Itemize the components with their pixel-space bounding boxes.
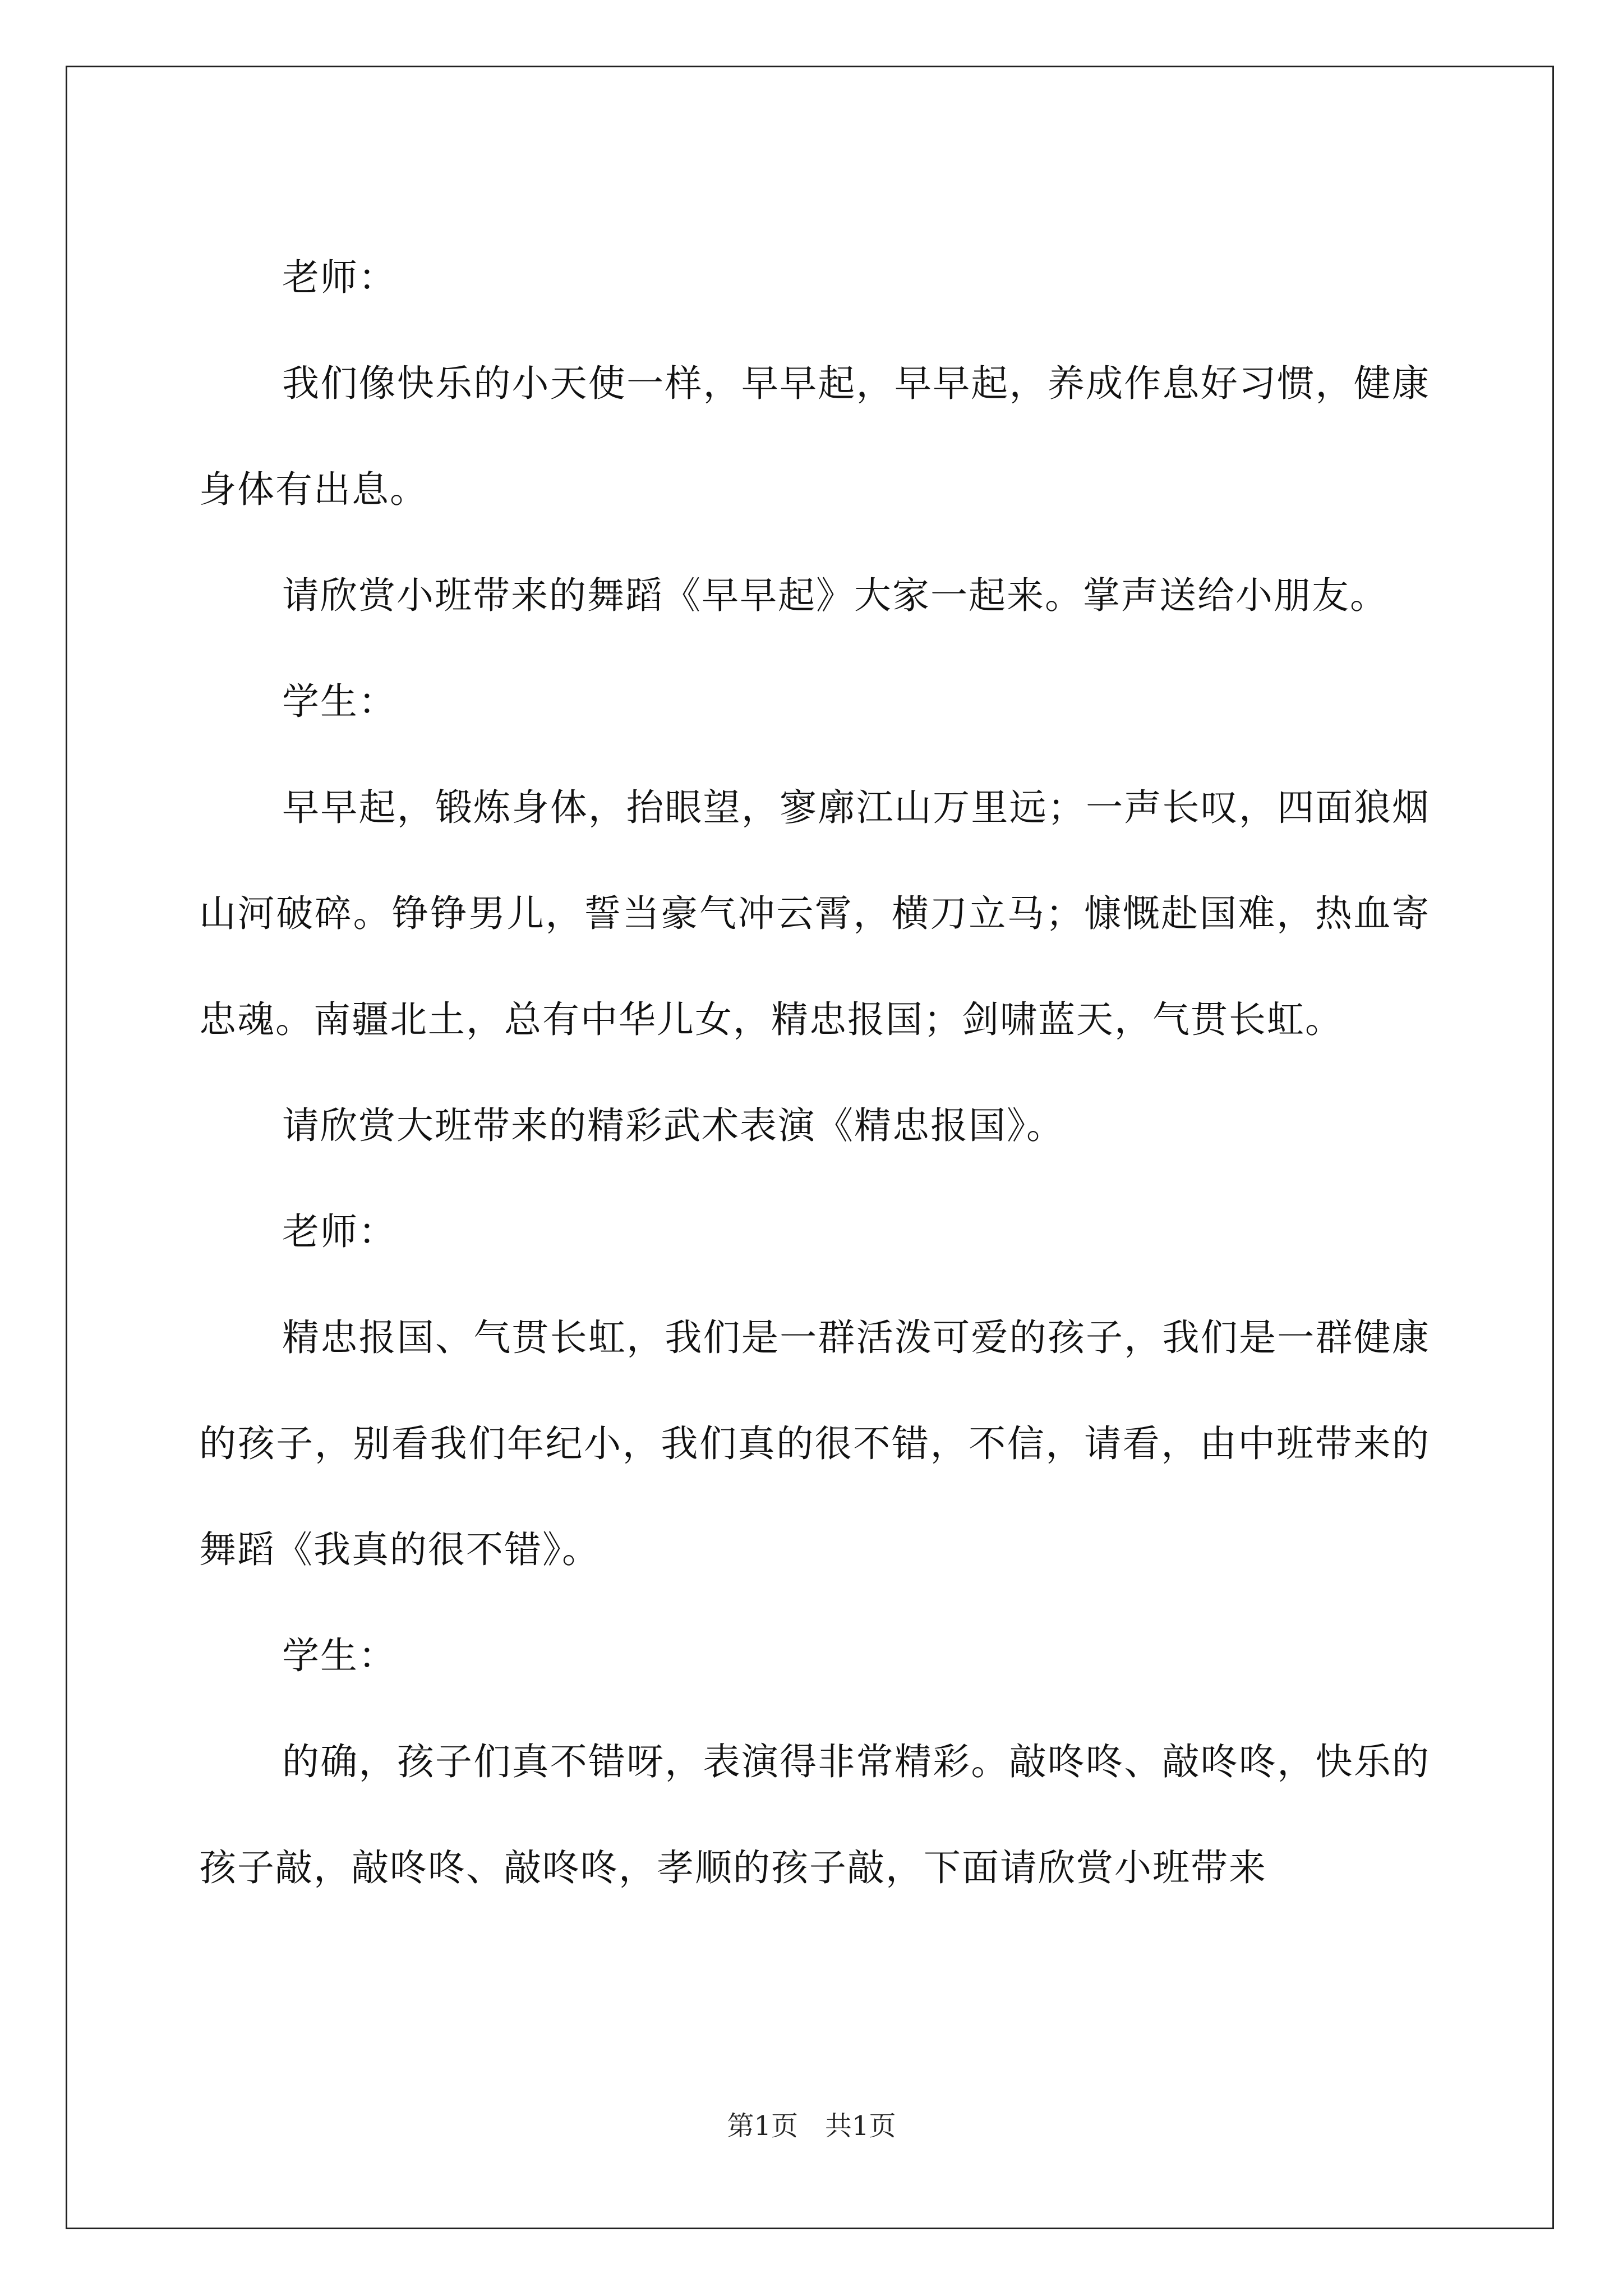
paragraph: 精忠报国、气贯长虹，我们是一群活泼可爱的孩子，我们是一群健康的孩子，别看我们年纪小，我们真的很不错，不信，请看，由中班带来的舞蹈《我真的很不错》。 <box>199 1316 1430 1571</box>
speaker-label: 学生： <box>282 680 396 723</box>
document-body <box>199 224 1430 1921</box>
paragraph: 早早起，锻炼身体，抬眼望，寥廓江山万里远；一声长叹，四面狼烟山河破碎。铮铮男儿，誓当豪气冲云霄，横刀立马；慷慨赴国难，热血寄忠魂。南疆北土，总有中华儿女，精忠报国；剑啸蓝天，气贯长虹。 <box>199 786 1430 1041</box>
page-number-footer: 第1页 共1页 <box>727 2110 896 2142</box>
paragraph: 我们像快乐的小天使一样，早早起，早早起，养成作息好习惯，健康身体有出息。 <box>199 362 1430 511</box>
paragraph: 请欣赏小班带来的舞蹈《早早起》大家一起来。掌声送给小朋友。 <box>282 574 1388 617</box>
paragraph: 请欣赏大班带来的精彩武术表演《精忠报国》。 <box>282 1104 1064 1147</box>
speaker-label: 学生： <box>282 1634 396 1677</box>
speaker-label: 老师： <box>282 256 396 299</box>
speaker-label: 老师： <box>282 1210 396 1253</box>
paragraph: 的确，孩子们真不错呀，表演得非常精彩。敲咚咚、敲咚咚，快乐的孩子敲，敲咚咚、敲咚咚，孝顺的孩子敲，下面请欣赏小班带来 <box>199 1740 1430 1889</box>
